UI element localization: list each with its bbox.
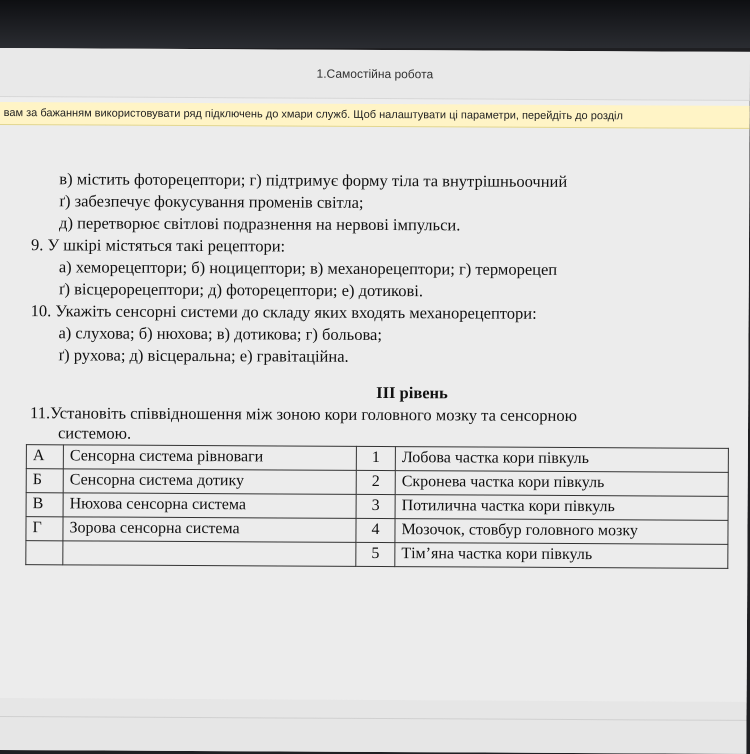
letter-cell: В [26,493,63,517]
q11-question: 11.Установіть співвідношення між зоною кори головного мозку та сенсорною [30,403,578,426]
number-cell: 4 [356,518,395,542]
q8-option-d: д) перетворює світлові подразнення на нервові імпульси. [59,213,461,235]
word-window [0,48,750,754]
number-cell: 2 [356,470,395,494]
area-cell: Тім’яна частка кори півкуль [395,543,728,569]
status-area [0,698,747,754]
system-cell: Нюхова сенсорна система [63,493,356,519]
q8-option-v: в) містить фоторецептори; г) підтримує форму тіла та внутрішньоочний [59,169,568,191]
q11-question-cont: системою. [57,423,132,443]
window-title: 1.Самостійна робота [316,66,434,82]
divider [0,716,746,721]
area-cell: Скронева частка кори півкуль [395,471,728,497]
level-heading: ІІІ рівень [376,382,448,403]
q8-option-g: ґ) забезпечує фокусування променів світла; [59,191,364,212]
document-page[interactable] [0,108,750,702]
title-bar [0,48,750,101]
q10-options-1: а) слухова; б) нюхова; в) дотикова; г) больова; [58,323,383,345]
cloud-services-infobar[interactable] [0,102,750,129]
table-row [26,493,728,521]
q10-question: 10. Укажіть сенсорні системи до складу яких входять механорецептори: [30,301,537,323]
number-cell: 1 [356,446,395,470]
table-row [26,541,728,569]
table-row [26,469,728,497]
area-cell: Потилична частка кори півкуль [395,495,728,521]
system-cell: Сенсорна система дотику [63,469,356,495]
screen-bezel [0,0,750,48]
number-cell: 3 [356,494,395,518]
q9-question: 9. У шкірі містяться такі рецептори: [30,235,286,256]
matching-table [25,444,729,569]
letter-cell: Г [26,517,63,541]
number-cell: 5 [356,542,395,566]
q9-options-2: ґ) вісцерорецептори; д) фоторецептори; е) дотикові. [58,279,424,301]
system-cell: Зорова сенсорна система [63,517,356,543]
letter-cell [26,541,63,565]
letter-cell: А [26,445,63,469]
table-row [26,445,728,473]
area-cell: Лобова частка кори півкуль [395,447,728,473]
infobar-text: вам за бажанням використовувати ряд підключень до хмари служб. Щоб налаштувати ці параметри, перейдіть до розділ [3,107,623,123]
system-cell [63,541,356,567]
system-cell: Сенсорна система рівноваги [63,445,356,471]
q10-options-2: ґ) рухова; д) вісцеральна; е) гравітаційна. [58,345,349,366]
area-cell: Мозочок, стовбур головного мозку [395,519,728,545]
q9-options-1: а) хеморецептори; б) ноцицептори; в) механорецептори; г) терморецеп [58,257,558,279]
letter-cell: Б [26,469,63,493]
table-row [26,517,728,545]
